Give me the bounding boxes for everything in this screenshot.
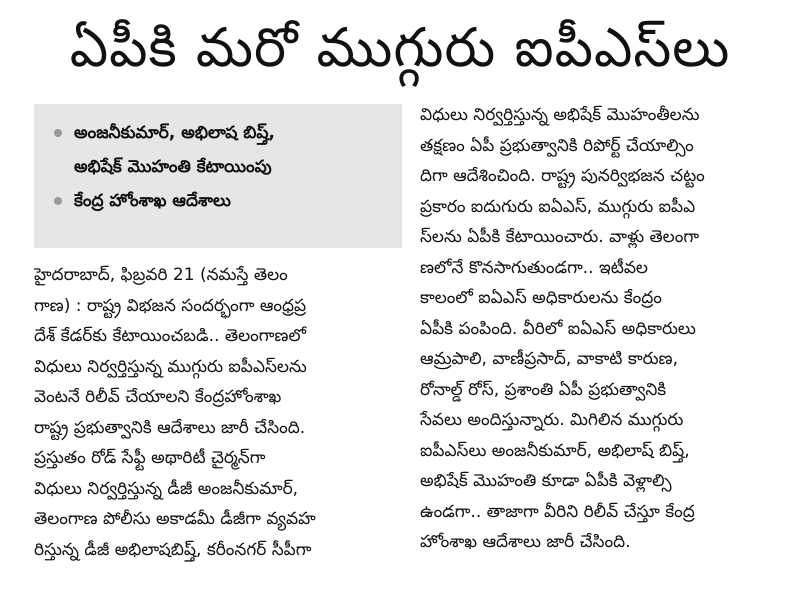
highlight-line: అభిషేక్ మొహంతి కేటాయింపు <box>74 157 272 177</box>
highlight-line: కేంద్ర హోంశాఖ ఆదేశాలు <box>74 191 231 211</box>
headline: ఏపీకి మరో ముగ్గురు ఐపీఎస్‌లు <box>69 16 731 79</box>
highlight-line: అంజనీకుమార్, అభిలాష బిష్త్, <box>74 123 275 143</box>
article-line: ణలోనే కొనసాగుతుండగా.. ఇటీవల <box>420 257 648 278</box>
article-line: స్‌లను ఏపీకి కేటాయించారు. వాళ్లు తెలంగా <box>420 227 700 247</box>
article-line: గాణ) : రాష్ట్ర విభజన సందర్భంగా ఆంధ్రప్ర <box>34 295 307 316</box>
bullet-icon <box>54 129 62 137</box>
article-line: ప్రస్తుతం రోడ్ సేఫ్టీ అథారిటీ చైర్మన్‌గా <box>34 448 266 468</box>
article-line: కాలంలో ఐఏఎస్ అధికారులను కేంద్రం <box>420 288 662 308</box>
article-line: హోంశాఖ ఆదేశాలు జారీ చేసింది. <box>420 532 631 552</box>
article-line: ఉండగా.. తాజాగా వీరిని రిలీవ్ చేస్తూ కేంద్ర <box>420 501 695 522</box>
article-line: విధులు నిర్వర్తిస్తున్న డీజీ అంజనీకుమార్, <box>34 478 299 499</box>
article-line: విధులు నిర్వర్తిస్తున్న అభిషేక్ మొహంతీలను <box>420 105 700 125</box>
article-line: ఏపీకి పంపింది. వీరిలో ఐఏఎస్ అధికారులు <box>420 318 696 339</box>
article-line: దేశ్ కేడర్‌కు కేటాయించబడి.. తెలంగాణలో <box>34 326 306 346</box>
article-line: ప్రకారం ఐదుగురు ఐఏఎస్, ముగ్గురు ఐపీఎ <box>420 196 696 217</box>
article-line: తెలంగాణ పోలీసు అకాడమీ డీజీగా వ్యవహ <box>34 509 316 529</box>
article-line: రాష్ట్ర ప్రభుత్వానికి ఆదేశాలు జారీ చేసింది. <box>34 417 306 438</box>
article-line: ఆమ్రపాలి, వాణీప్రసాద్, వాకాటి కారుణ, <box>420 349 678 369</box>
article-line: రోనాల్డ్ రోస్, ప్రశాంతి ఏపీ ప్రభుత్వానికి <box>420 379 667 400</box>
article-line: దిగా ఆదేశించింది. రాష్ట్ర పునర్విభజన చట్టం <box>420 166 705 186</box>
highlight-box <box>34 104 402 248</box>
article-line: రిస్తున్న డీజీ అభిలాషబిష్త్, కరీంనగర్ సీపీగా <box>34 539 312 560</box>
bullet-icon <box>54 197 62 205</box>
article-line: ఐపీఎస్‌లు అంజనీకుమార్, అభిలాష్ బిష్త్, <box>420 440 690 461</box>
highlight-item <box>50 184 392 218</box>
highlight-item <box>50 116 392 184</box>
article-line: సేవలు అందిస్తున్నారు. మిగిలిన ముగ్గురు <box>420 410 684 430</box>
article-line: తక్షణం ఏపీ ప్రభుత్వానికి రిపోర్ట్ చేయాల్సిం <box>420 135 694 156</box>
article-column-right <box>420 100 780 558</box>
article-line: హైదరాబాద్, ఫిబ్రవరి 21 (నమస్తే తెలం <box>34 265 288 285</box>
article-column-left <box>34 260 412 565</box>
article-line: అభిషేక్ మొహంతి కూడా ఏపీకి వెళ్లాల్సి <box>420 471 672 491</box>
article-line: వెంటనే రిలీవ్ చేయాలని కేంద్రహోంశాఖ <box>34 387 282 407</box>
article-line: విధులు నిర్వర్తిస్తున్న ముగ్గురు ఐపీఎస్‌లను <box>34 356 307 377</box>
